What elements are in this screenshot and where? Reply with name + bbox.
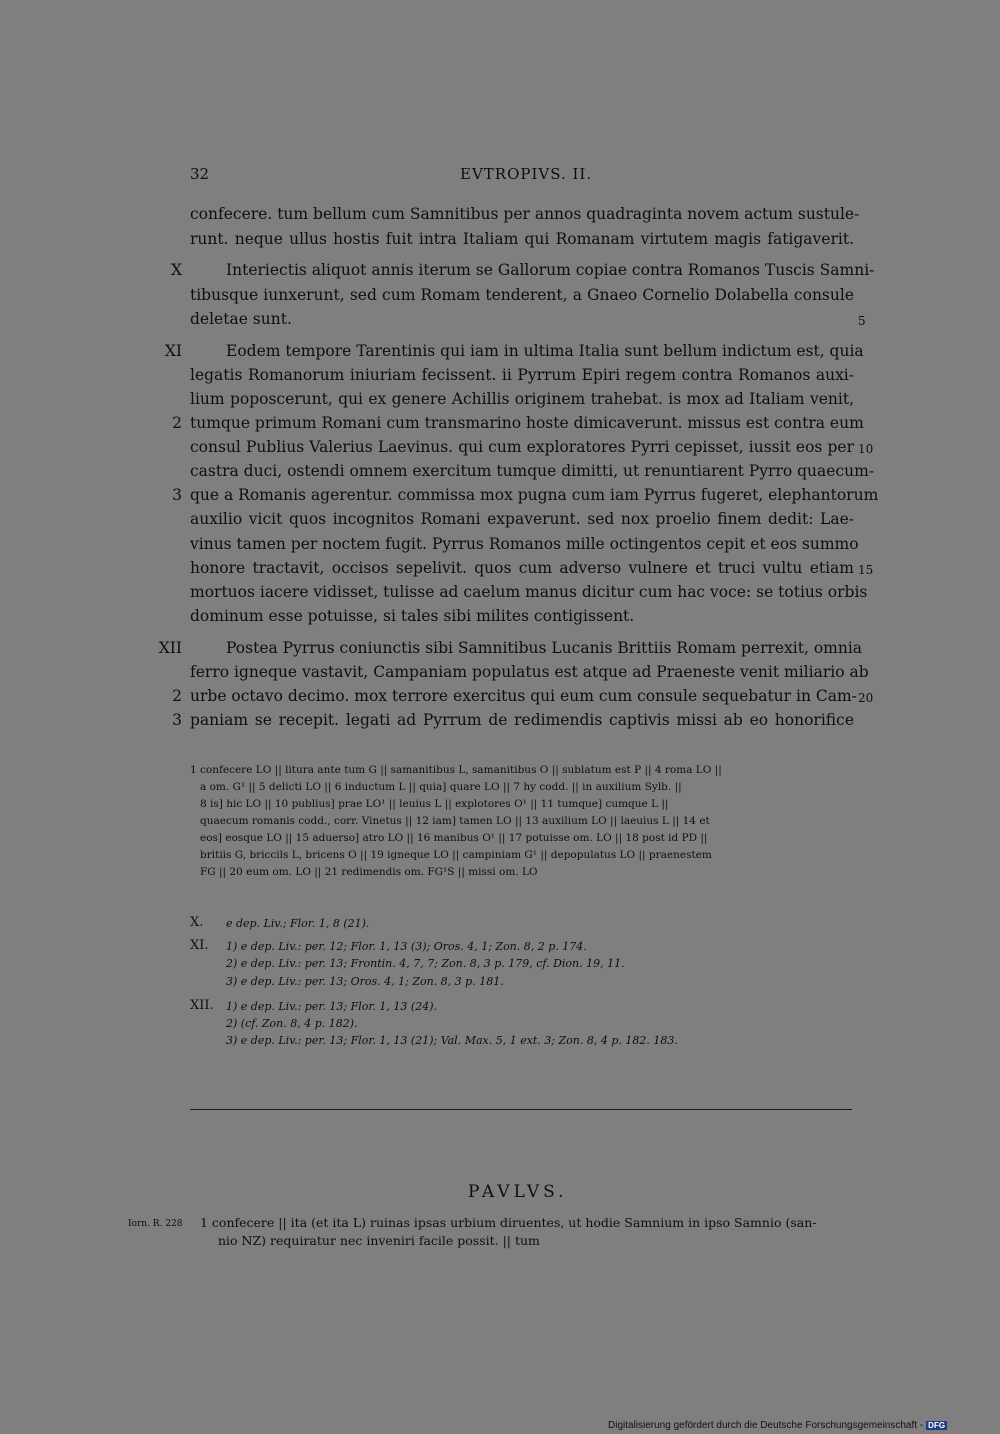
text-line: que a Romanis agerentur. commissa mox pugna cum iam Pyrrus fugeret, elephantorum xyxy=(190,486,879,504)
dfg-logo: DFG xyxy=(928,1420,946,1430)
paulus-line: 1 confecere || ita (et ita L) ruinas ipsas urbium diruentes, ut hodie Samnium in ipso Samnio (san- xyxy=(200,1215,817,1230)
line-number: 5 xyxy=(858,314,866,328)
source-line: 1) e dep. Liv.: per. 13; Flor. 1, 13 (24). xyxy=(226,1000,437,1013)
text-line: honore tractavit, occisos sepelivit. quos cum adverso vulnere et truci vultu etiam xyxy=(190,559,854,577)
apparatus-line: 1 confecere LO || litura ante tum G || samanitibus L, samanitibus O || sublatum est P || 4 roma LO || xyxy=(190,764,722,776)
text-line: ferro igneque vastavit, Campaniam populatus est atque ad Praeneste venit miliario ab xyxy=(190,663,869,681)
source-label: XI. xyxy=(190,938,209,953)
section-marker: 3 xyxy=(172,711,182,729)
text-line: auxilio vicit quos incognitos Romani expaverunt. sed nox proelio finem dedit: Lae- xyxy=(190,510,854,528)
apparatus-line: britiis G, briccils L, bricens O || 19 igneque LO || campiniam G¹ || depopulatus LO || praenestem xyxy=(200,849,712,861)
text-line: legatis Romanorum iniuriam fecissent. ii Pyrrum Epiri regem contra Romanos auxi- xyxy=(190,366,854,384)
source-line: 2) e dep. Liv.: per. 13; Frontin. 4, 7, 7; Zon. 8, 3 p. 179, cf. Dion. 19, 11. xyxy=(226,957,625,970)
apparatus-line: a om. G¹ || 5 delicti LO || 6 inductum L || quia] quare LO || 7 hy codd. || in auxilium Sylb. || xyxy=(200,781,682,793)
line-number: 15 xyxy=(858,563,874,577)
text-line: tumque primum Romani cum transmarino hoste dimicaverunt. missus est contra eum xyxy=(190,414,864,432)
text-line: lium poposcerunt, qui ex genere Achillis originem trahebat. is mox ad Italiam venit, xyxy=(190,390,854,408)
paulus-line: nio NZ) requiratur nec inveniri facile possit. || tum xyxy=(218,1233,540,1248)
text-line: castra duci, ostendi omnem exercitum tumque dimitti, ut renuntiarent Pyrro quaecum- xyxy=(190,462,875,480)
source-label: X. xyxy=(190,915,204,930)
text-line: runt. neque ullus hostis fuit intra Italiam qui Romanam virtutem magis fatigaverit. xyxy=(190,230,854,248)
section-marker: 3 xyxy=(172,486,182,504)
source-line: 3) e dep. Liv.: per. 13; Oros. 4, 1; Zon. 8, 3 p. 181. xyxy=(226,975,504,988)
apparatus-line: FG || 20 eum om. LO || 21 redimendis om. FG¹S || missi om. LO xyxy=(200,866,538,878)
separator-rule xyxy=(190,1109,852,1110)
line-number: 10 xyxy=(858,442,874,456)
section-marker: 2 xyxy=(172,687,182,705)
apparatus-line: quaecum romanis codd., corr. Vinetus || 12 iam] tamen LO || 13 auxilium LO || laeuius L || 14 et xyxy=(200,815,710,827)
chapter-marker: X xyxy=(170,261,182,279)
text-line: Postea Pyrrus coniunctis sibi Samnitibus Lucanis Brittiis Romam perrexit, omnia xyxy=(226,639,863,657)
source-label: XII. xyxy=(190,998,214,1013)
source-line: e dep. Liv.; Flor. 1, 8 (21). xyxy=(226,917,370,930)
section-title: PAVLVS. xyxy=(468,1182,568,1202)
source-line: 1) e dep. Liv.: per. 12; Flor. 1, 13 (3); Oros. 4, 1; Zon. 8, 2 p. 174. xyxy=(226,940,587,953)
paulus-reference: Iorn. R. 228 xyxy=(128,1219,183,1229)
text-line: Eodem tempore Tarentinis qui iam in ultima Italia sunt bellum indictum est, quia xyxy=(226,342,864,360)
source-line: 3) e dep. Liv.: per. 13; Flor. 1, 13 (21); Val. Max. 5, 1 ext. 3; Zon. 8, 4 p. 182. 183. xyxy=(226,1034,678,1047)
footer-text: Digitalisierung gefördert durch die Deutsche Forschungsgemeinschaft - xyxy=(608,1420,924,1431)
apparatus-line: eos] eosque LO || 15 aduerso] atro LO || 16 manibus O¹ || 17 potuisse om. LO || 18 post id PD || xyxy=(200,832,708,844)
text-line: tibusque iunxerunt, sed cum Romam tenderent, a Gnaeo Cornelio Dolabella consule xyxy=(190,286,854,304)
text-line: vinus tamen per noctem fugit. Pyrrus Romanos mille octingentos cepit et eos summo xyxy=(190,535,859,553)
text-line: paniam se recepit. legati ad Pyrrum de redimendis captivis missi ab eo honorifice xyxy=(190,711,854,729)
chapter-marker: XI xyxy=(164,342,182,360)
running-title: EVTROPIVS. II. xyxy=(460,165,593,183)
text-line: dominum esse potuisse, si tales sibi milites contigissent. xyxy=(190,607,635,625)
footer-credit xyxy=(608,1420,947,1431)
text-line: Interiectis aliquot annis iterum se Gallorum copiae contra Romanos Tuscis Samni- xyxy=(226,261,875,279)
text-line: mortuos iacere vidisset, tulisse ad caelum manus dicitur cum hac voce: se totius orbis xyxy=(190,583,868,601)
text-line: deletae sunt. xyxy=(190,310,292,328)
apparatus-line: 8 is] hic LO || 10 publius] prae LO¹ || leuius L || explotores O¹ || 11 tumque] cumque L || xyxy=(200,798,669,810)
line-number: 20 xyxy=(858,691,874,705)
page-number: 32 xyxy=(190,165,210,183)
text-line: urbe octavo decimo. mox terrore exercitus qui eum cum consule sequebatur in Cam- xyxy=(190,687,857,705)
section-marker: 2 xyxy=(172,414,182,432)
text-line: consul Publius Valerius Laevinus. qui cum exploratores Pyrri cepisset, iussit eos per xyxy=(190,438,854,456)
source-line: 2) (cf. Zon. 8, 4 p. 182). xyxy=(226,1017,358,1030)
chapter-marker: XII xyxy=(158,639,182,657)
text-line: confecere. tum bellum cum Samnitibus per annos quadraginta novem actum sustule- xyxy=(190,205,860,223)
